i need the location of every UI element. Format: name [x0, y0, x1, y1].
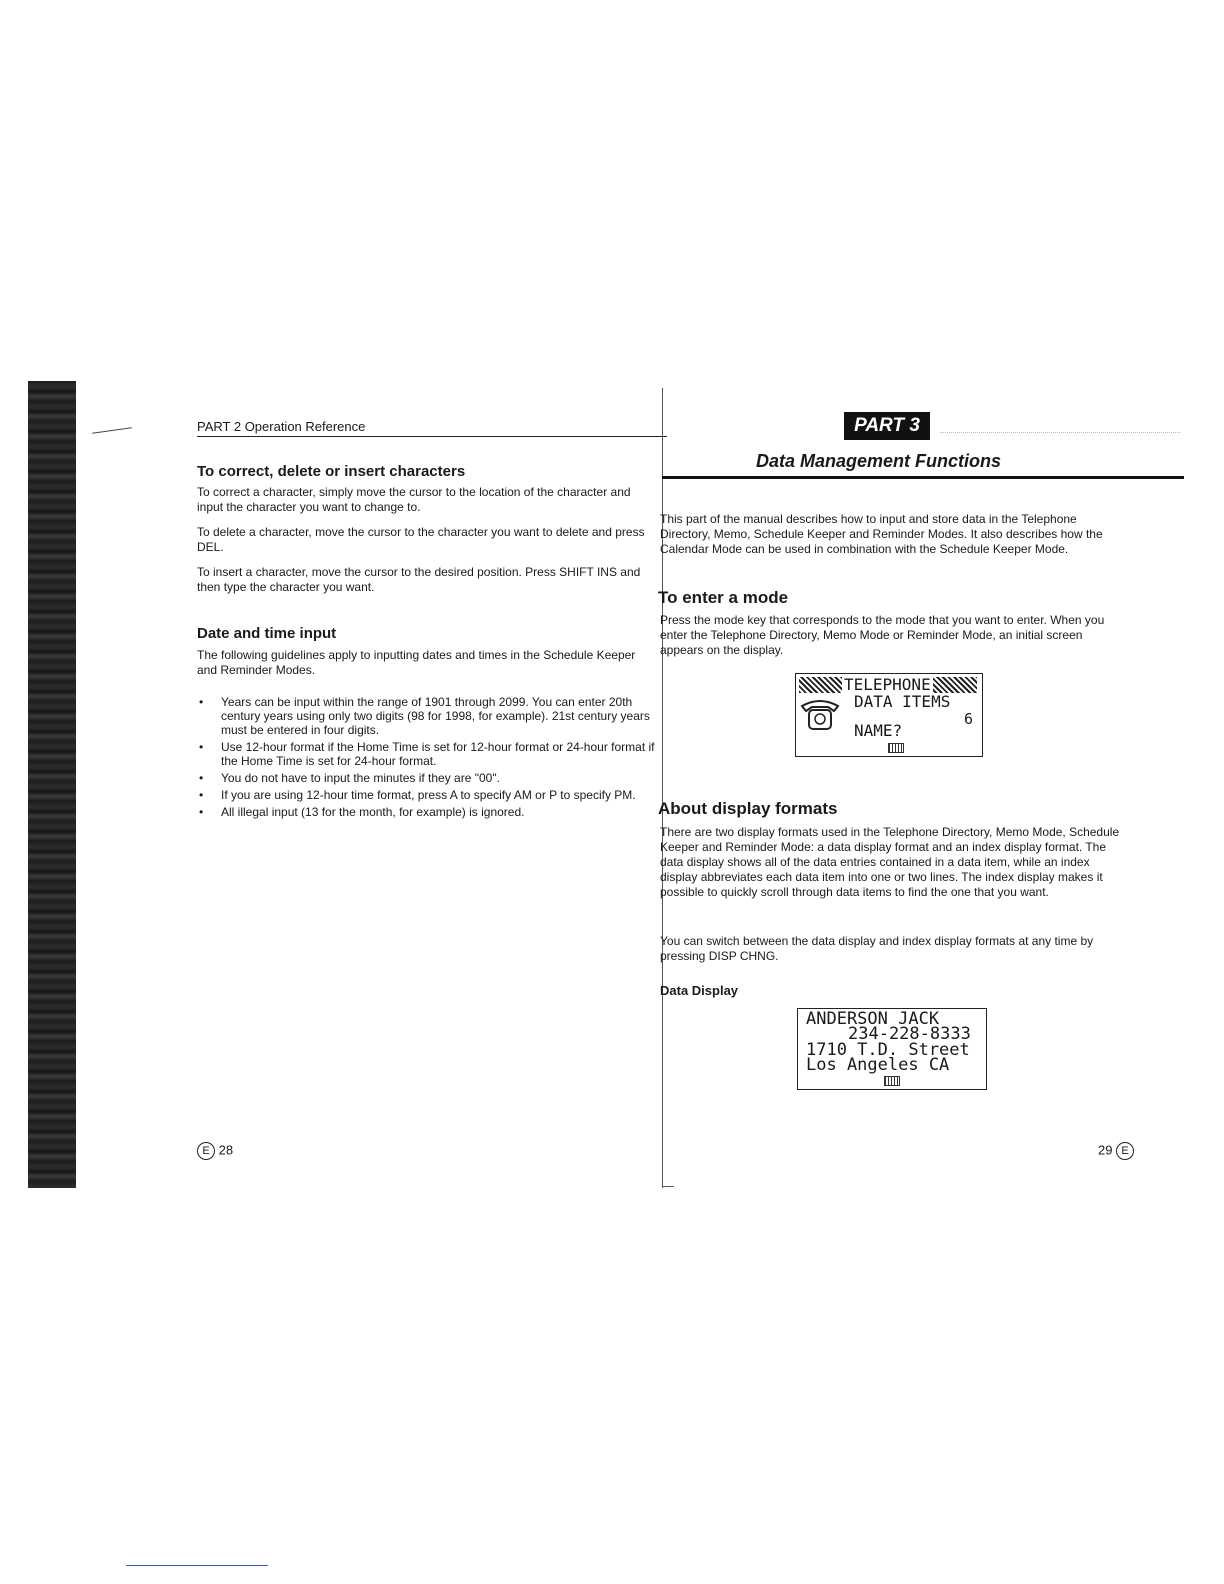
part-intro: This part of the manual describes how to input and store data in the Telephone Directory, Memo, Schedule Keeper and Reminder Modes. It also describes how the Calendar Mode can be used in combination with the Schedule Keeper Mode. — [660, 512, 1103, 556]
part-dotted-leader — [940, 432, 1180, 434]
left-page-number — [197, 1142, 233, 1160]
lcd-data-display — [797, 1008, 987, 1090]
lcd-city-line: Los Angeles CA — [806, 1055, 950, 1075]
lcd-telephone-screen — [795, 673, 983, 757]
lcd-title-text: TELEPHONE — [844, 675, 931, 694]
page-spine-foot — [662, 1186, 674, 1187]
left-page-header: PART 2 Operation Reference — [197, 419, 667, 437]
section-title-display-formats: About display formats — [658, 799, 838, 818]
guideline-list — [197, 695, 657, 822]
lcd-name-prompt: NAME? — [854, 721, 903, 740]
paragraph-delete: To delete a character, move the cursor to the character you want to delete and press DEL. — [197, 525, 645, 554]
page-mark-icon: E — [1116, 1142, 1134, 1160]
list-item: • Use 12-hour format if the Home Time is set for 12-hour format or 24-hour format if the Home Time is set for 24-hour format. — [197, 740, 657, 768]
lcd-street-line: 1710 T.D. Street — [806, 1040, 970, 1060]
paragraph-correct: To correct a character, simply move the cursor to the location of the character and input the character you want to change to. — [197, 485, 631, 514]
lcd-data-items-label: DATA ITEMS — [854, 692, 951, 711]
title-rule — [662, 476, 1184, 479]
lcd-item-count: 6 — [964, 710, 974, 728]
list-item: • If you are using 12-hour time format, press A to specify AM or P to specify PM. — [197, 788, 657, 802]
page-number-text: 29 — [1098, 1142, 1113, 1158]
part-label: PART 3 — [844, 412, 930, 440]
paragraph-insert: To insert a character, move the cursor to the desired position. Press SHIFT INS and then type the character you want. — [197, 565, 641, 594]
paragraph-guidelines: The following guidelines apply to inputting dates and times in the Schedule Keeper and Reminder Modes. — [197, 648, 636, 677]
part-title: Data Management Functions — [756, 451, 1002, 471]
lcd-phone-line: 234-228-8333 — [848, 1024, 971, 1044]
lcd-name-line: ANDERSON JACK — [806, 1009, 940, 1029]
list-item: • You do not have to input the minutes if they are "00". — [197, 771, 657, 785]
scan-binding-edge — [28, 381, 76, 1188]
bottom-rule — [126, 1565, 268, 1566]
telephone-icon — [800, 696, 840, 732]
section-title-correct: To correct, delete or insert characters — [197, 463, 466, 480]
paragraph-disp-chng: You can switch between the data display and index display formats at any time by pressing DISP CHNG. — [660, 934, 1094, 963]
list-item: • Years can be input within the range of 1901 through 2099. You can enter 20th century years using only two digits (98 for 1998, for example). 21st century years must be entered in four digits. — [197, 695, 657, 737]
margin-mark — [92, 427, 132, 434]
section-title-date-time: Date and time input — [197, 625, 337, 642]
page-mark-icon: E — [197, 1142, 215, 1160]
right-page-number — [1098, 1142, 1134, 1160]
page-number-text: 28 — [218, 1142, 234, 1158]
list-item: • All illegal input (13 for the month, for example) is ignored. — [197, 805, 657, 819]
data-display-label: Data Display — [660, 983, 739, 998]
paragraph-display-formats: There are two display formats used in the Telephone Directory, Memo Mode, Schedule Keeper and Reminder Mode: a data display format and an index display format. The data display shows all of the data entries contained in a data item, while an index display abbreviates each data item into one or two lines. The index display makes it possible to quickly scroll through data items to find the one that you want. — [660, 825, 1120, 899]
page-spine — [662, 388, 663, 1188]
lcd-status-icon — [888, 743, 904, 753]
paragraph-enter-mode: Press the mode key that corresponds to the mode that you want to enter. When you enter the Telephone Directory, Memo Mode or Reminder Mode, an initial screen appears on the display. — [660, 613, 1105, 657]
section-title-enter-mode: To enter a mode — [658, 588, 789, 607]
lcd-status-icon — [884, 1076, 900, 1086]
